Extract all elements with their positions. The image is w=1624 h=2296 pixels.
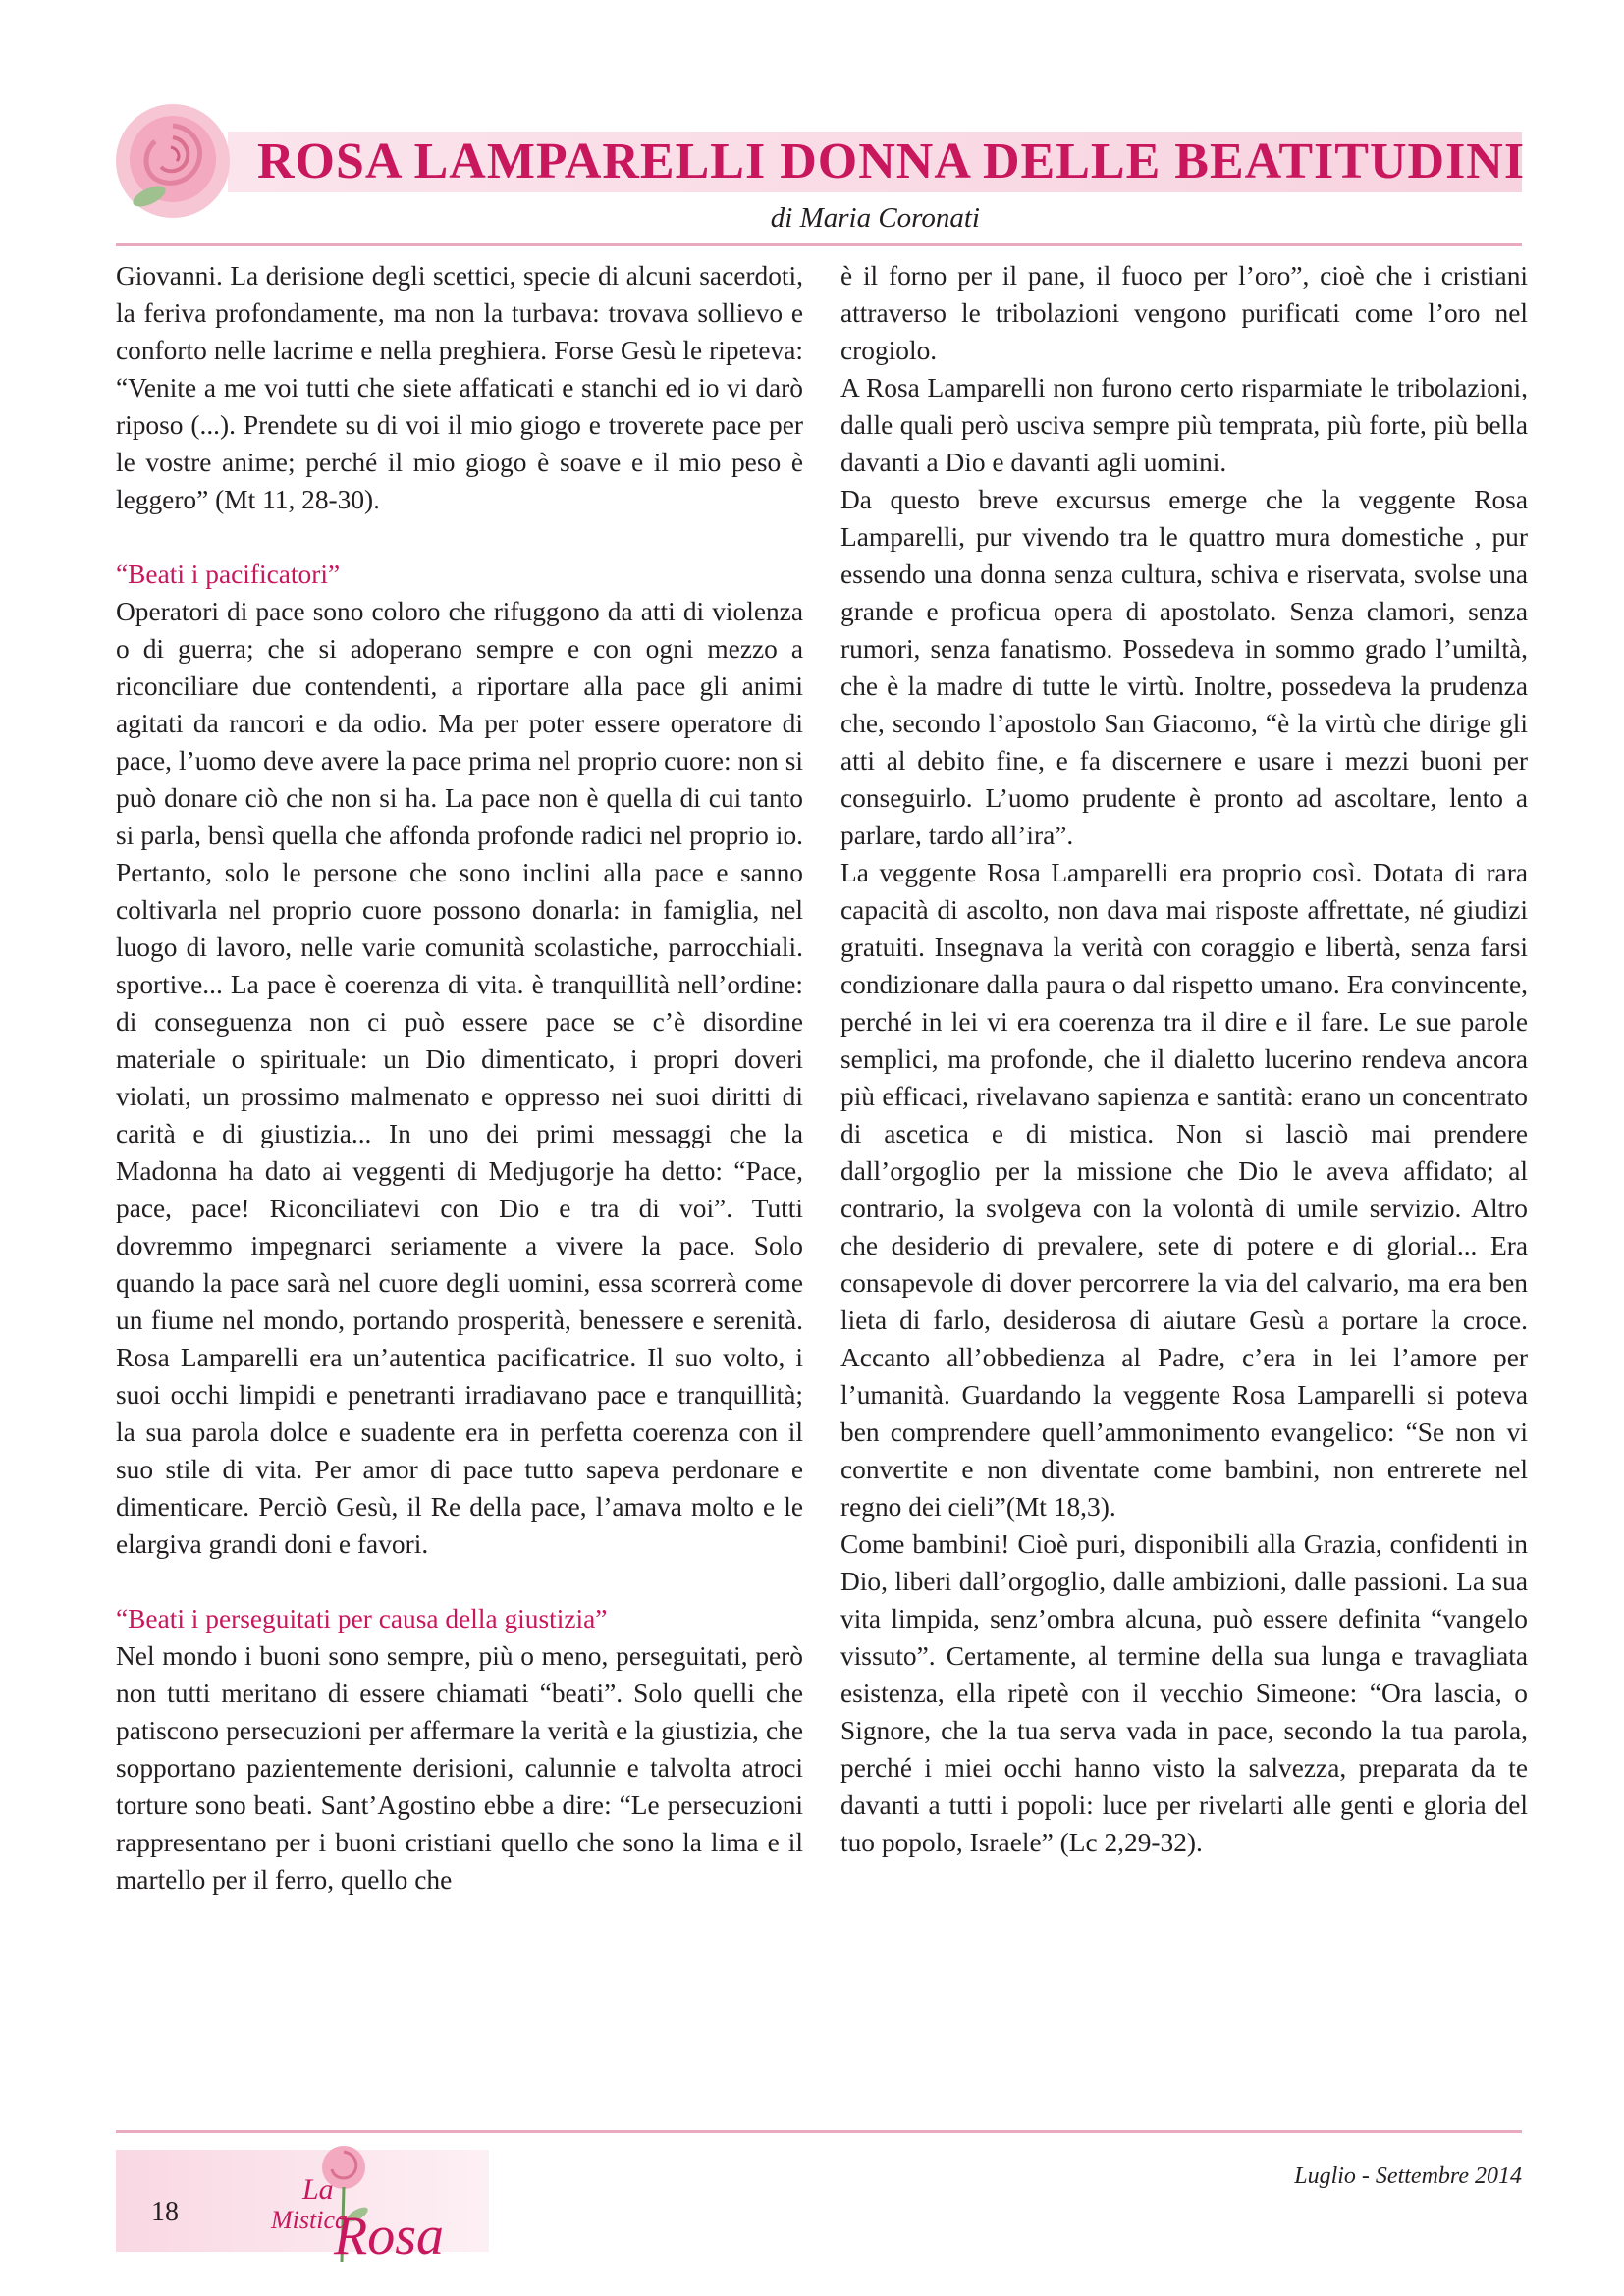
body-paragraph: A Rosa Lamparelli non furono certo risparmiate le tribolazioni, dalle quali però usciva sempre più temprata, più forte, più bella davanti a Dio e davanti agli uomini. — [840, 373, 1528, 477]
right-column — [840, 257, 1528, 1861]
header-divider — [116, 243, 1522, 246]
author-byline: di Maria Coronati — [770, 202, 980, 234]
magazine-logo — [196, 2138, 491, 2266]
rose-icon — [110, 98, 236, 224]
section-heading: “Beati i pacificatori” — [116, 560, 341, 589]
body-paragraph: Come bambini! Cioè puri, disponibili alla Grazia, confidenti in Dio, liberi dall’orgoglio, dalle ambizioni, dalle passioni. La sua vita limpida, senz’ombra alcuna, può essere definita “vangelo vissuto”. Certamente, al termine della sua lunga e travagliata esistenza, ella ripetè con il vecchio Simeone: “Ora lascia, o Signore, che la tua serva vada in pace, secondo la tua parola, perché i miei occhi hanno visto la salvezza, preparata da te davanti a tutti i popoli: luce per rivelarti alle genti e gloria del tuo popolo, Israele” (Lc 2,29-32). — [840, 1529, 1528, 1857]
article-title: ROSA LAMPARELLI DONNA DELLE BEATITUDINI — [257, 133, 1526, 189]
section-heading: “Beati i perseguitati per causa della giustizia” — [116, 1604, 608, 1633]
issue-date: Luglio - Settembre 2014 — [1294, 2163, 1522, 2189]
body-paragraph: Nel mondo i buoni sono sempre, più o meno, perseguitati, però non tutti meritano di essere chiamati “beati”. Solo quelli che patiscono persecuzioni per affermare la verità e la giustizia, che sopportano pazientemente derisioni, calunnie e talvolta atroci torture sono beati. Sant’Agostino ebbe a dire: “Le persecuzioni rappresentano per i buoni cristiani quello che sono la lima e il martello per il ferro, quello che — [116, 1641, 803, 1895]
body-paragraph: è il forno per il pane, il fuoco per l’oro”, cioè che i cristiani attraverso le tribolazioni vengono purificati come l’oro nel crogiolo. — [840, 261, 1528, 365]
page-number: 18 — [151, 2197, 179, 2227]
magazine-logo-mistica: Mistica — [271, 2206, 348, 2234]
left-column — [116, 257, 803, 1898]
body-paragraph: Giovanni. La derisione degli scettici, specie di alcuni sacerdoti, la feriva profondamente, ma non la turbava: trovava sollievo e conforto nelle lacrime e nella preghiera. Forse Gesù le ripeteva: “Venite a me voi tutti che siete affaticati e stanchi ed io vi darò riposo (...). Prendete su di voi il mio giogo e troverete pace per le vostre anime; perché il mio giogo è soave e il mio peso è leggero” (Mt 11, 28-30). — [116, 261, 803, 514]
footer-divider — [116, 2130, 1522, 2133]
body-paragraph: La veggente Rosa Lamparelli era proprio così. Dotata di rara capacità di ascolto, non dava mai risposte affrettate, né giudizi gratuiti. Insegnava la verità con coraggio e libertà, senza farsi condizionare dalla paura o dal rispetto umano. Era convincente, perché in lei vi era coerenza tra il dire e il fare. Le sue parole semplici, ma profonde, che il dialetto lucerino rendeva ancora più efficaci, rivelavano sapienza e santità: erano un concentrato di ascetica e di mistica. Non si lasciò mai prendere dall’orgoglio per la missione che Dio le aveva affidato; al contrario, la svolgeva con la volontà di umile servizio. Altro che desiderio di prevalere, sete di potere e di glorial... Era consapevole di dover percorrere la via del calvario, ma era ben lieta di farlo, desiderosa di aiutare Gesù a portare la croce. Accanto all’obbedienza al Padre, c’era in lei l’amore per l’umanità. Guardando la veggente Rosa Lamparelli si poteva ben comprendere quell’ammonimento evangelico: “Se non vi convertite e non diventate come bambini, non entrerete nel regno dei cieli”(Mt 18,3). — [840, 858, 1528, 1522]
body-paragraph: Da questo breve excursus emerge che la veggente Rosa Lamparelli, pur vivendo tra le quattro mura domestiche , pur essendo una donna senza cultura, schiva e riservata, svolse una grande e proficua opera di apostolato. Senza clamori, senza rumori, senza fanatismo. Possedeva in sommo grado l’umiltà, che è la madre di tutte le virtù. Inoltre, possedeva la prudenza che, secondo l’apostolo San Giacomo, “è la virtù che dirige gli atti al debito fine, e fa discernere e usare i mezzi buoni per conseguirlo. L’uomo prudente è pronto ad ascoltare, lento a parlare, tardo all’ira”. — [840, 485, 1528, 850]
magazine-logo-rosa: Rosa — [334, 2206, 444, 2266]
body-paragraph: Operatori di pace sono coloro che rifuggono da atti di violenza o di guerra; che si adoperano sempre e con ogni mezzo a riconciliare due contendenti, a riportare alla pace gli animi agitati da rancori e da odio. Ma per poter essere operatore di pace, l’uomo deve avere la pace prima nel proprio cuore: non si può donare ciò che non si ha. La pace non è quella di cui tanto si parla, bensì quella che affonda profonde radici nel proprio io. Pertanto, solo le persone che sono inclini alla pace e sanno coltivarla nel proprio cuore possono donarla: in famiglia, nel luogo di lavoro, nelle varie comunità scolastiche, parrocchiali. sportive... La pace è coerenza di vita. è tranquillità nell’ordine: di conseguenza non ci può essere pace se c’è disordine materiale o spirituale: un Dio dimenticato, i propri doveri violati, un prossimo malmenato e oppresso nei suoi diritti di carità e di giustizia... In uno dei primi messaggi che la Madonna ha dato ai veggenti di Medjugorje ha detto: “Pace, pace, pace! Riconciliatevi con Dio e tra di voi”. Tutti dovremmo impegnarci seriamente a vivere la pace. Solo quando la pace sarà nel cuore degli uomini, essa scorrerà come un fiume nel mondo, portando prosperità, benessere e serenità. Rosa Lamparelli era un’autentica pacificatrice. Il suo volto, i suoi occhi limpidi e penetranti irradiavano pace e tranquillità; la sua parola dolce e suadente era in perfetta coerenza con il suo stile di vita. Per amor di pace tutto sapeva perdonare e dimenticare. Perciò Gesù, il Re della pace, l’amava molto e le elargiva grandi doni e favori. — [116, 597, 803, 1559]
magazine-logo-la: La — [302, 2173, 334, 2206]
